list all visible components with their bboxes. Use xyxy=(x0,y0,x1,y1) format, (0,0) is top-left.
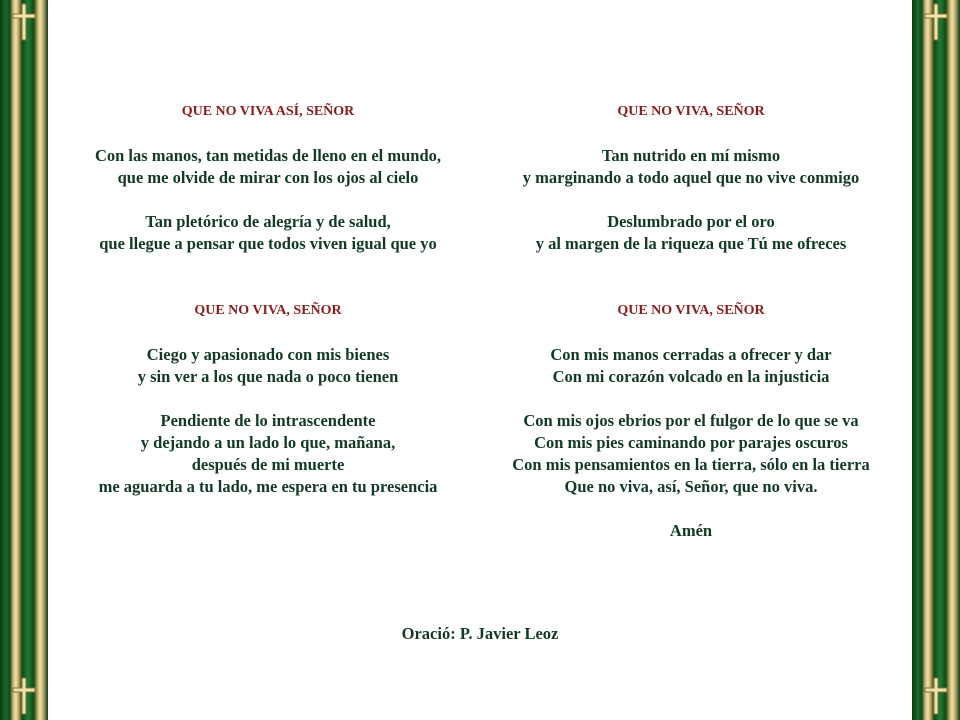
stanza-1 xyxy=(60,101,476,255)
verse-line: y dejando a un lado lo que, mañana, xyxy=(140,433,396,452)
cross-icon xyxy=(921,676,951,716)
verse-line: Con mis pensamientos en la tierra, sólo en la tierra xyxy=(512,455,870,474)
verse-line: que llegue a pensar que todos viven igual que yo xyxy=(99,234,437,253)
cross-icon xyxy=(9,676,39,716)
stanza-heading: QUE NO VIVA, SEÑOR xyxy=(617,303,765,318)
stanza-heading: QUE NO VIVA ASÍ, SEÑOR xyxy=(181,104,355,119)
stanza-2 xyxy=(482,101,900,255)
verse-line: después de mi muerte xyxy=(191,455,345,474)
verse-line: Con mis ojos ebrios por el fulgor de lo que se va xyxy=(523,411,859,430)
stanza-4 xyxy=(482,300,900,542)
stanza-heading: QUE NO VIVA, SEÑOR xyxy=(617,104,765,119)
cross-icon xyxy=(9,2,39,42)
verse-line: Tan pletórico de alegría y de salud, xyxy=(145,212,391,231)
verse-line: y marginando a todo aquel que no vive conmigo xyxy=(522,168,860,187)
amen-line: Amén xyxy=(669,521,713,540)
verse-line: Pendiente de lo intrascendente xyxy=(160,411,376,430)
prayer-credit: Oració: P. Javier Leoz xyxy=(401,624,559,643)
verse-line: Tan nutrido en mí mismo xyxy=(601,146,781,165)
verse-line: y sin ver a los que nada o poco tienen xyxy=(137,367,399,386)
verse-line: Que no viva, así, Señor, que no viva. xyxy=(564,477,818,496)
right-border xyxy=(912,0,960,720)
stanza-heading: QUE NO VIVA, SEÑOR xyxy=(194,303,342,318)
verse-line: Con mis pies caminando por parajes oscuros xyxy=(534,433,848,452)
verse-line: Con las manos, tan metidas de lleno en el mundo, xyxy=(94,146,442,165)
verse-line: Deslumbrado por el oro xyxy=(607,212,775,231)
left-border xyxy=(0,0,48,720)
cross-icon xyxy=(921,2,951,42)
stanza-3 xyxy=(60,300,476,498)
verse-line: Ciego y apasionado con mis bienes xyxy=(146,345,390,364)
verse-line: Con mis manos cerradas a ofrecer y dar xyxy=(550,345,832,364)
verse-line: Con mi corazón volcado en la injusticia xyxy=(552,367,830,386)
verse-line: me aguarda a tu lado, me espera en tu presencia xyxy=(98,477,438,496)
verse-line: y al margen de la riqueza que Tú me ofreces xyxy=(535,234,847,253)
verse-line: que me olvide de mirar con los ojos al cielo xyxy=(117,168,419,187)
